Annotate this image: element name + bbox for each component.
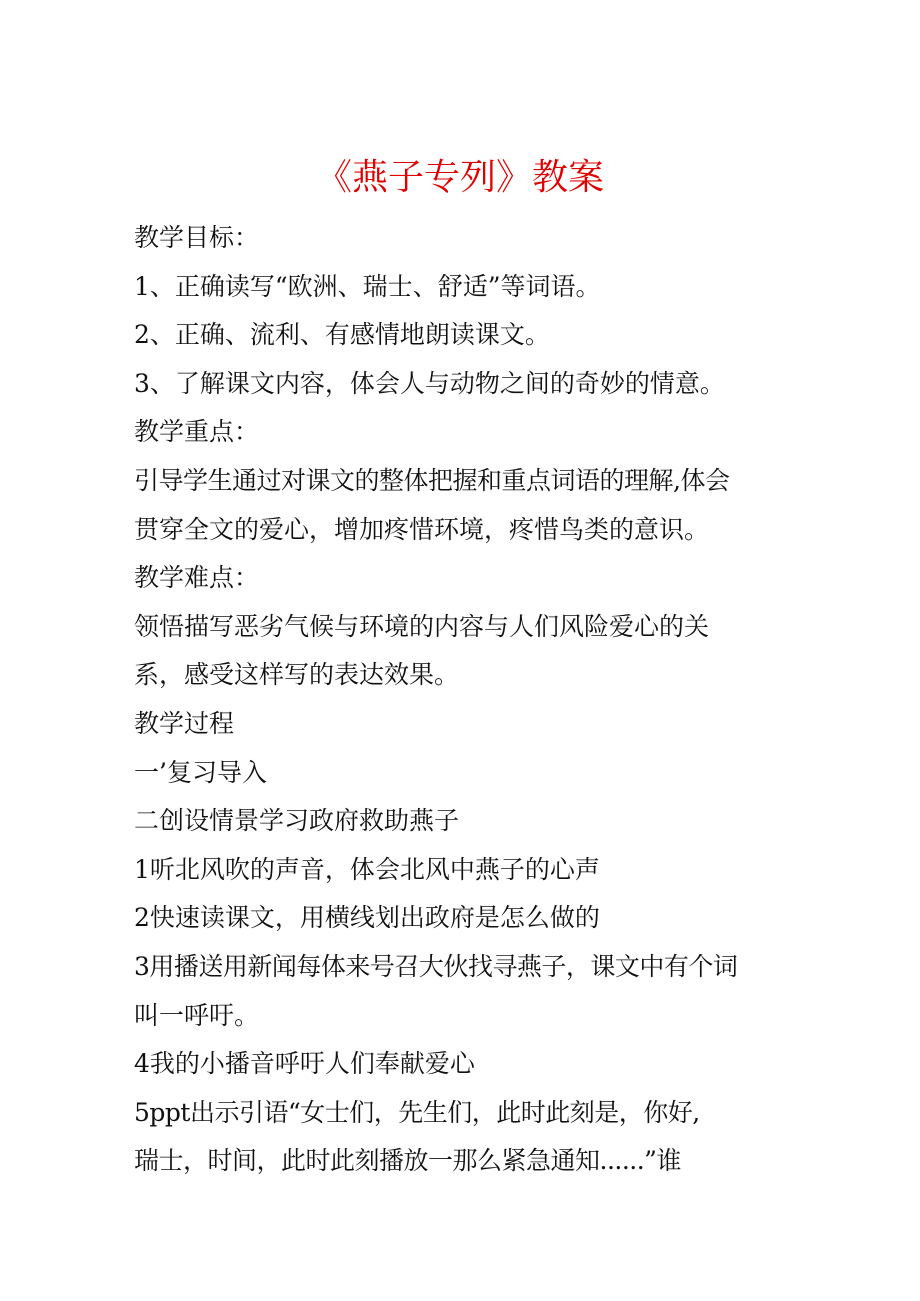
section-heading-difficulties: 教学难点： xyxy=(134,563,260,593)
paragraph-line: 系，感受这样写的表达效果。 xyxy=(134,660,460,690)
objective-line: 3、了解课文内容，体会人与动物之间的奇妙的情意。 xyxy=(134,368,725,398)
step-line: 一’复习导入 xyxy=(134,757,267,787)
step-line: 5ppt出示引语“女士们，先生们，此时此刻是，你好, xyxy=(134,1097,700,1127)
step-line: 瑞士，时间，此时此刻播放一那么紧急通知......”谁 xyxy=(134,1146,681,1176)
section-heading-key-points: 教学重点： xyxy=(134,417,260,447)
objective-line: 1、正确读写“欧洲、瑞士、舒适”等词语。 xyxy=(134,271,601,301)
step-line: 叫一呼吁。 xyxy=(134,1000,260,1030)
paragraph-line: 引导学生通过对课文的整体把握和重点词语的理解,体会 xyxy=(134,465,730,495)
step-line: 二创设情景学习政府救助燕子 xyxy=(134,806,460,836)
paragraph-line: 贯穿全文的爱心，增加疼惜环境，疼惜鸟类的意识。 xyxy=(134,514,710,544)
step-line: 2快速读课文，用横线划出政府是怎么做的 xyxy=(134,903,600,933)
step-line: 4我的小播音呼吁人们奉献爱心 xyxy=(134,1049,475,1079)
document-body xyxy=(134,214,794,1186)
document-title: 《燕子专列》教案 xyxy=(315,157,604,198)
paragraph-line: 领悟描写恶劣气候与环境的内容与人们风险爱心的关 xyxy=(134,611,710,641)
step-line: 1听北风吹的声音，体会北风中燕子的心声 xyxy=(134,854,600,884)
section-heading-objectives: 教学目标： xyxy=(134,223,260,252)
section-heading-process: 教学过程 xyxy=(134,708,235,738)
objective-line: 2、正确、流利、有感情地朗读课文。 xyxy=(134,320,550,350)
step-line: 3用播送用新闻每体来号召大伙找寻燕子，课文中有个词 xyxy=(134,951,738,981)
